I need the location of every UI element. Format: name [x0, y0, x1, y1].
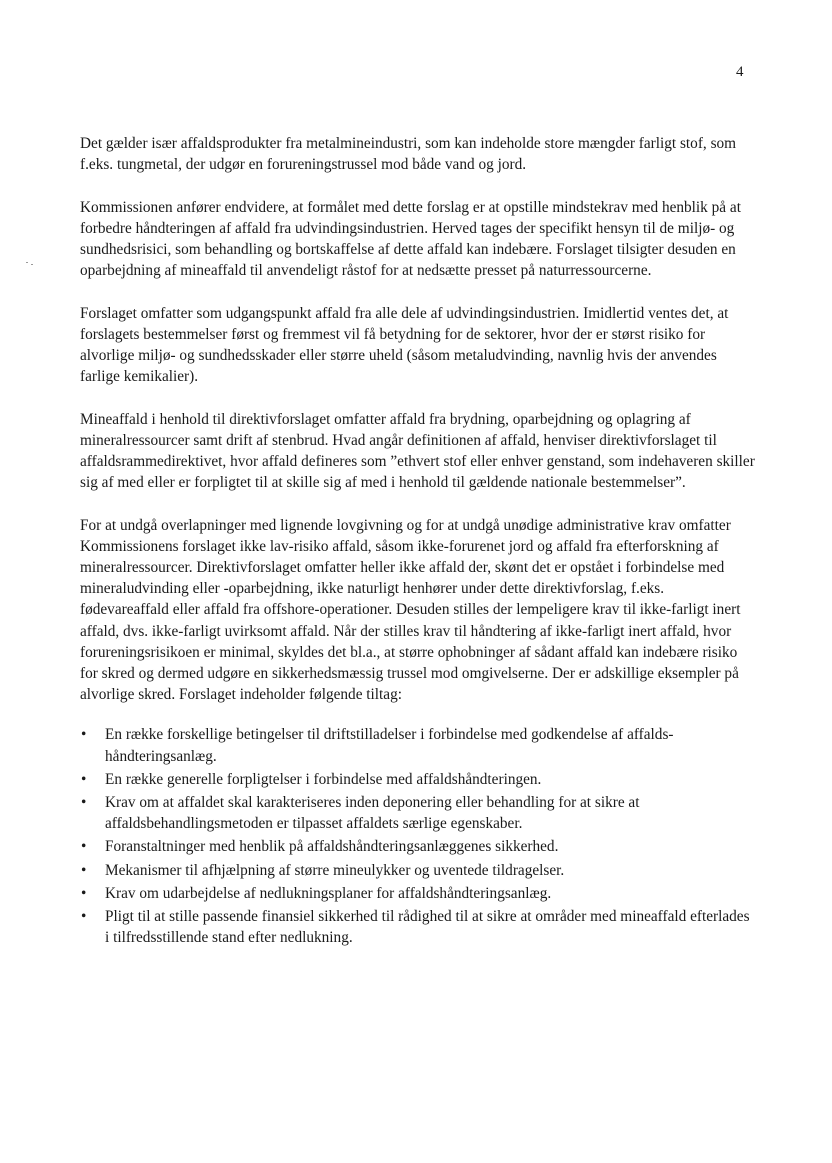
scan-speck	[26, 262, 28, 263]
bullet-icon: •	[81, 884, 87, 902]
paragraph: For at undgå overlapninger med lignende lovgivning og for at undgå unødige administrative krav omfatter Kommissionens forslaget ikke lav-risiko affald, såsom ikke-forurenet jord og affald fra efterforskning af mineralressourcer. Direktivforslaget omfatter heller ikke affald der, skønt det er opstået i forbindelse med mineraludvinding eller -oparbejdning, ikke naturligt henhører under dette direktivforslag, f.eks. fødevareaffald eller affald fra offshore-operationer. Desuden stilles der lempeligere krav til ikke-farligt inert affald, dvs. ikke-farligt uvirksomt affald. Når der stilles krav til håndtering af ikke-farligt inert affald, hvor forureningsrisikoen er minimal, skyldes det bl.a., at større ophobninger af sådant affald kan indebære risiko for skred og dermed udgøre en sikkerhedsmæssig trussel mod omgivelserne. Der er adskillige eksempler på alvorlige skred. Forslaget indeholder følgende tiltag:	[80, 516, 741, 704]
bullet-icon: •	[81, 770, 87, 788]
list-item-text: Krav om udarbejdelse af nedlukningsplaner for affaldshåndteringsanlæg.	[105, 884, 552, 902]
list-item-text: Pligt til at stille passende finansiel sikkerhed til rådighed til at sikre at områder med mineaffald efterlades i tilfredsstillende stand efter nedlukning.	[105, 908, 750, 947]
list-item	[80, 906, 755, 948]
list-item-text: Krav om at affaldet skal karakteriseres inden deponering eller behandling for at sikre at affaldsbehandlingsmetoden er tilpasset affaldets særlige egenskaber.	[105, 794, 640, 833]
list-item-text: Foranstaltninger med henblik på affaldshåndteringsanlæggenes sikkerhed.	[105, 838, 559, 856]
bullet-icon: •	[81, 794, 87, 812]
paragraph: Kommissionen anfører endvidere, at formålet med dette forslag er at opstille mindstekrav med henblik på at forbedre håndteringen af affald fra udvindingsindustrien. Herved tages der specifikt hensyn til de miljø- og sundhedsrisici, som behandling og bortskaffelse af dette affald kan indebære. Forslaget tilsigter desuden en oparbejdning af mineaffald til anvendeligt råstof for at nedsætte presset på naturressourcerne.	[80, 198, 741, 280]
bullet-icon: •	[81, 838, 87, 856]
list-item-text: Mekanismer til afhjælpning af større mineulykker og uventede tildragelser.	[105, 861, 565, 879]
list-item	[80, 883, 755, 904]
document-body	[80, 133, 755, 950]
page-number: 4	[736, 64, 744, 80]
paragraph: Mineaffald i henhold til direktivforslaget omfatter affald fra brydning, oparbejdning og oplagring af mineralressourcer samt drift af stenbrud. Hvad angår definitionen af affald, henviser direktivforslaget til affaldsrammedirektivet, hvor affald defineres som ”ethvert stof eller enhver genstand, som indehaveren skiller sig af med eller er forpligtet til at skille sig af med i henhold til gældende nationale bestemmelser”.	[80, 410, 755, 492]
list-item	[80, 724, 755, 766]
list-item	[80, 836, 755, 857]
bullet-icon: •	[81, 908, 87, 926]
paragraph: Forslaget omfatter som udgangspunkt affald fra alle dele af udvindingsindustrien. Imidlertid ventes det, at forslagets bestemmelser først og fremmest vil få betydning for de sektorer, hvor der er størst risiko for alvorlige miljø- og sundhedsskader eller større uheld (såsom metaludvinding, navnlig hvis der anvendes farlige kemikalier).	[80, 304, 729, 386]
scan-speck	[31, 264, 33, 265]
list-item-text: En række forskellige betingelser til driftstilladelser i forbindelse med godkendelse af affalds-håndteringsanlæg.	[105, 726, 674, 765]
list-item	[80, 792, 755, 834]
bullet-icon: •	[81, 861, 87, 879]
bullet-icon: •	[81, 726, 87, 744]
measures-list	[80, 724, 755, 948]
list-item-text: En række generelle forpligtelser i forbindelse med affaldshåndteringen.	[105, 770, 542, 788]
list-item	[80, 860, 755, 881]
paragraph: Det gælder især affaldsprodukter fra metalmineindustri, som kan indeholde store mængder farligt stof, som f.eks. tungmetal, der udgør en forureningstrussel mod både vand og jord.	[80, 135, 737, 174]
list-item	[80, 769, 755, 790]
